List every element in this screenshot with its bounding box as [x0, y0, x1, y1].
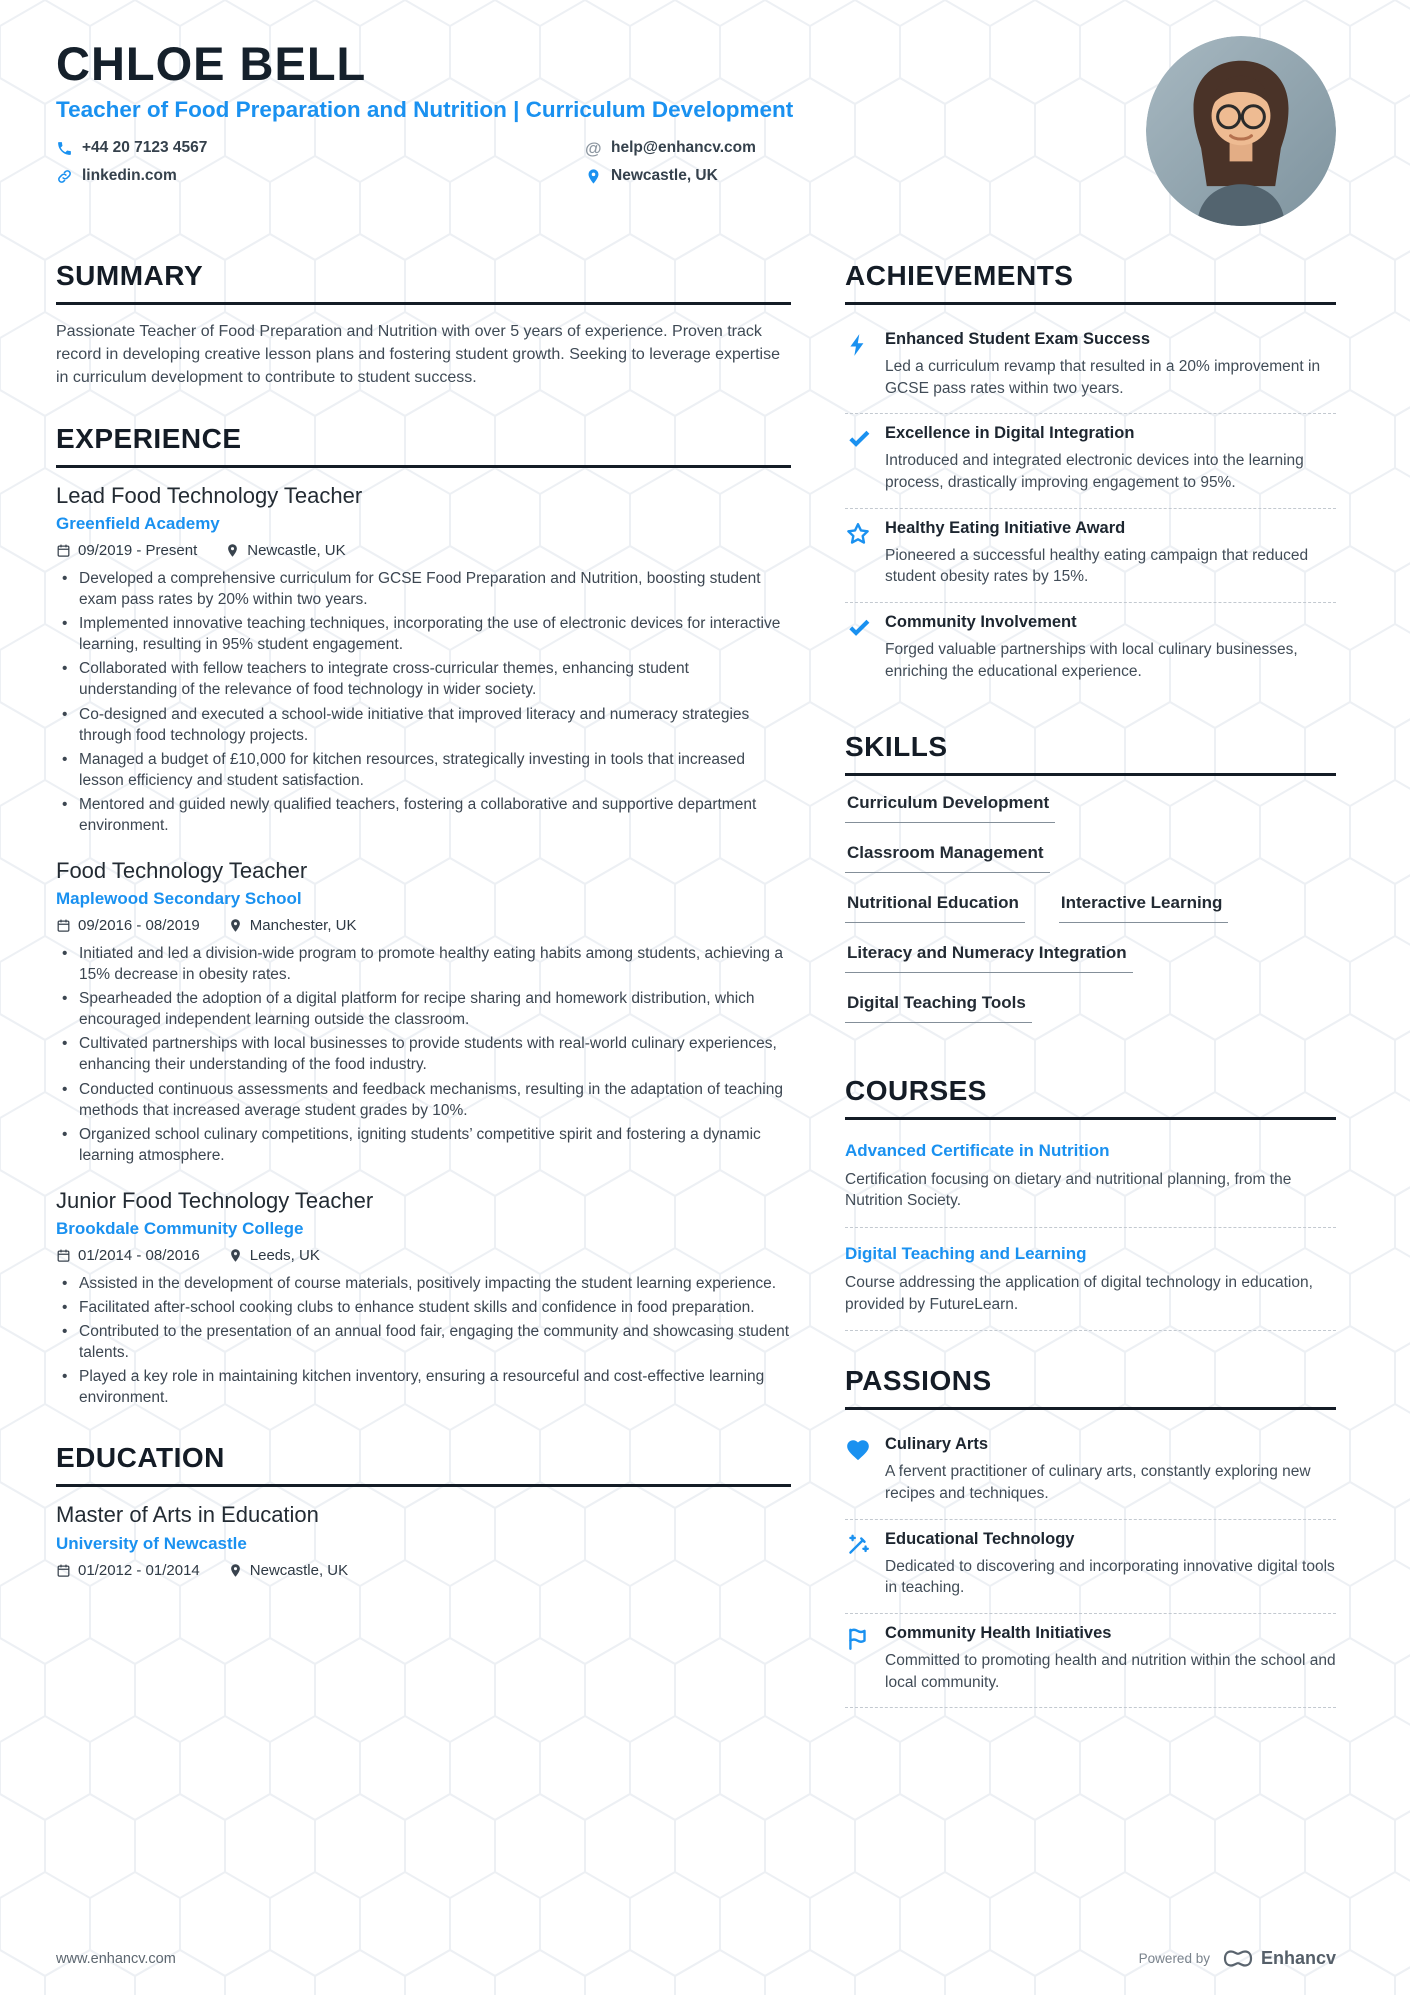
achievement-body	[885, 519, 1336, 588]
achievements-section	[845, 260, 1336, 697]
achievement-text: Introduced and integrated electronic devices into the learning process, drastically improving engagement to 95%.	[885, 452, 1304, 492]
achievement-item	[845, 320, 1336, 414]
course-title: Advanced Certificate in Nutrition	[845, 1140, 1110, 1160]
passion-title: Community Health Initiatives	[885, 1624, 1112, 1642]
job-location	[225, 542, 345, 559]
job-location-text: Newcastle, UK	[247, 542, 346, 560]
achievement-body	[885, 424, 1336, 493]
course-text: Certification focusing on dietary and nutritional planning, from the Nutrition Society.	[845, 1170, 1292, 1210]
enhancv-logo[interactable]	[1222, 1948, 1336, 1969]
location-pin-icon	[228, 1563, 243, 1578]
passion-text: Dedicated to discovering and incorporating innovative digital tools in teaching.	[885, 1557, 1335, 1597]
job-bullet-list	[56, 568, 791, 836]
education-meta	[56, 1562, 791, 1579]
courses-heading: COURSES	[845, 1075, 1336, 1120]
degree-title: Master of Arts in Education	[56, 1502, 319, 1528]
link-icon	[56, 168, 73, 185]
job-dates	[56, 542, 197, 559]
heart-icon	[845, 1435, 872, 1504]
experience-entry	[56, 483, 791, 836]
job-dates	[56, 1247, 200, 1264]
contact-location-text: Newcastle, UK	[611, 167, 718, 184]
check-icon	[845, 613, 872, 682]
job-location	[228, 917, 357, 934]
powered-by	[1139, 1948, 1336, 1969]
achievement-text: Led a curriculum revamp that resulted in a 20% improvement in GCSE pass rates within two years.	[885, 358, 1321, 397]
experience-bullet: • Facilitated after-school cooking clubs to enhance student skills and confidence in food preparation.	[56, 1297, 791, 1318]
calendar-icon	[56, 1563, 71, 1578]
course-item	[845, 1135, 1336, 1228]
contact-location	[585, 167, 1106, 185]
experience-bullet: • Implemented innovative teaching techniques, incorporating the use of electronic devices for interactive learning, resulting in 95% student engagement.	[56, 613, 791, 655]
company-name: Brookdale Community College	[56, 1218, 304, 1238]
calendar-icon	[56, 543, 71, 558]
courses-section	[845, 1075, 1336, 1332]
contact-linkedin-text: linkedin.com	[82, 167, 177, 184]
passions-heading: PASSIONS	[845, 1365, 1336, 1410]
skill-item: Classroom Management	[845, 841, 1050, 873]
passion-body	[885, 1530, 1336, 1599]
job-title: Lead Food Technology Teacher	[56, 483, 363, 509]
skills-list	[845, 791, 1336, 1041]
education-dates	[56, 1562, 200, 1579]
contact-phone[interactable]	[56, 139, 585, 157]
education-location	[228, 1562, 348, 1579]
skills-section	[845, 731, 1336, 1041]
achievement-item	[845, 509, 1336, 603]
footer	[56, 1948, 1336, 1969]
experience-bullet: • Mentored and guided newly qualified teachers, fostering a collaborative and supportive department environment.	[56, 794, 791, 836]
experience-bullet: • Organized school culinary competitions, igniting students’ competitive spirit and fostering a dynamic learning atmosphere.	[56, 1124, 791, 1166]
passions-section	[845, 1365, 1336, 1708]
main-columns	[56, 260, 1336, 1708]
job-title: Junior Food Technology Teacher	[56, 1187, 374, 1213]
skills-heading: SKILLS	[845, 731, 1336, 776]
wand-sparkles-icon	[845, 1530, 872, 1599]
experience-bullet: • Conducted continuous assessments and feedback mechanisms, resulting in the adaptation of teaching methods that increased average student grades by 10%.	[56, 1079, 791, 1121]
right-column	[845, 260, 1336, 1708]
contact-phone-text: +44 20 7123 4567	[82, 139, 208, 156]
profile-photo	[1146, 36, 1336, 226]
achievement-body	[885, 330, 1336, 399]
course-text: Course addressing the application of digital technology in education, provided by FutureLearn.	[845, 1273, 1313, 1313]
location-pin-icon	[225, 543, 240, 558]
job-dates-text: 09/2019 - Present	[78, 542, 198, 560]
contact-email[interactable]	[585, 139, 1106, 157]
flag-icon	[845, 1624, 872, 1693]
passion-title: Educational Technology	[885, 1529, 1075, 1548]
experience-bullet: • Collaborated with fellow teachers to integrate cross-curricular themes, enhancing student understanding of the relevance of food technology in wider society.	[56, 658, 791, 700]
summary-section	[56, 260, 791, 389]
job-meta	[56, 1247, 791, 1264]
footer-website-link[interactable]: www.enhancv.com	[56, 1950, 176, 1967]
location-pin-icon	[585, 168, 602, 185]
at-icon: @	[585, 138, 602, 158]
education-dates-text: 01/2012 - 01/2014	[78, 1562, 200, 1580]
job-dates-text: 09/2016 - 08/2019	[78, 917, 200, 935]
job-dates-text: 01/2014 - 08/2016	[78, 1246, 200, 1264]
passion-text: A fervent practitioner of culinary arts, constantly exploring new recipes and techniques.	[885, 1463, 1311, 1502]
experience-entry	[56, 858, 791, 1166]
calendar-icon	[56, 918, 71, 933]
contact-linkedin[interactable]	[56, 167, 585, 185]
location-pin-icon	[228, 1248, 243, 1263]
experience-bullet: • Initiated and led a division-wide program to promote healthy eating habits among students, achieving a 15% decrease in obesity rates.	[56, 943, 791, 985]
job-title: Food Technology Teacher	[56, 858, 308, 884]
job-location-text: Leeds, UK	[249, 1246, 320, 1264]
skill-item: Literacy and Numeracy Integration	[845, 941, 1133, 973]
summary-heading: SUMMARY	[56, 260, 791, 305]
experience-bullet: • Developed a comprehensive curriculum for GCSE Food Preparation and Nutrition, boosting student exam pass rates by 20% within two years.	[56, 568, 791, 610]
experience-entry	[56, 1188, 791, 1408]
achievements-heading: ACHIEVEMENTS	[845, 260, 1336, 305]
person-job-title: Teacher of Food Preparation and Nutrition | Curriculum Development	[56, 97, 794, 122]
education-heading: EDUCATION	[56, 1442, 791, 1487]
job-location	[228, 1247, 320, 1264]
passion-text: Committed to promoting health and nutrition within the school and local community.	[885, 1652, 1336, 1691]
experience-section	[56, 423, 791, 1408]
header	[56, 36, 1336, 232]
enhancv-logo-icon	[1222, 1949, 1254, 1968]
passion-title: Culinary Arts	[885, 1435, 988, 1454]
experience-bullet: • Managed a budget of £10,000 for kitchen resources, strategically investing in tools that increased lesson efficiency and student satisfaction.	[56, 749, 791, 791]
skill-item: Nutritional Education	[845, 891, 1025, 923]
passion-item	[845, 1425, 1336, 1519]
achievement-title: Community Involvement	[885, 613, 1077, 632]
achievement-text: Pioneered a successful healthy eating campaign that reduced student obesity rates by 15%.	[885, 546, 1309, 586]
experience-bullet: • Spearheaded the adoption of a digital platform for recipe sharing and homework distribution, which encouraged independent learning outside the classroom.	[56, 988, 791, 1030]
experience-bullet: • Assisted in the development of course materials, positively impacting the student learning experience.	[56, 1273, 791, 1294]
job-location-text: Manchester, UK	[249, 917, 357, 935]
company-name: Maplewood Secondary School	[56, 889, 302, 909]
course-item	[845, 1238, 1336, 1331]
achievement-body	[885, 613, 1336, 682]
job-bullet-list	[56, 943, 791, 1166]
summary-text: Passionate Teacher of Food Preparation and Nutrition with over 5 years of experience. Proven track record in developing creative lesson plans and fostering student growth. Seeking to leverage expertise in curriculum development to contribute to student success.	[56, 323, 780, 387]
achievement-title: Enhanced Student Exam Success	[885, 330, 1151, 348]
experience-bullet: • Cultivated partnerships with local businesses to provide students with real-world culinary experiences, enhancing their understanding of the food industry.	[56, 1033, 791, 1075]
check-icon	[845, 424, 872, 493]
achievement-title: Healthy Eating Initiative Award	[885, 518, 1126, 537]
company-name: Greenfield Academy	[56, 514, 220, 534]
education-section	[56, 1442, 791, 1579]
location-pin-icon	[228, 918, 243, 933]
job-meta	[56, 542, 791, 559]
achievement-item	[845, 603, 1336, 696]
person-name: CHLOE BELL	[56, 37, 367, 90]
achievement-title: Excellence in Digital Integration	[885, 424, 1135, 443]
skill-item: Curriculum Development	[845, 791, 1055, 823]
achievement-text: Forged valuable partnerships with local culinary businesses, enriching the educational experience.	[885, 641, 1298, 680]
star-icon	[845, 519, 872, 588]
passion-item	[845, 1520, 1336, 1614]
passion-body	[885, 1435, 1336, 1504]
powered-by-label: Powered by	[1138, 1951, 1210, 1966]
contact-email-text: help@enhancv.com	[611, 139, 756, 156]
job-meta	[56, 917, 791, 934]
experience-heading: EXPERIENCE	[56, 423, 791, 468]
passion-item	[845, 1614, 1336, 1708]
passion-body	[885, 1624, 1336, 1693]
course-title: Digital Teaching and Learning	[845, 1243, 1087, 1263]
job-bullet-list	[56, 1273, 791, 1408]
experience-bullet: • Played a key role in maintaining kitchen inventory, ensuring a resourceful and cost-effective learning environment.	[56, 1366, 791, 1408]
skill-item: Interactive Learning	[1059, 891, 1229, 923]
calendar-icon	[56, 1248, 71, 1263]
education-location-text: Newcastle, UK	[249, 1562, 349, 1580]
job-dates	[56, 917, 200, 934]
school-name: University of Newcastle	[56, 1534, 247, 1554]
enhancv-brand-text: Enhancv	[1260, 1948, 1336, 1968]
experience-bullet: • Co-designed and executed a school-wide initiative that improved literacy and numeracy strategies through food technology projects.	[56, 704, 791, 746]
left-column	[56, 260, 791, 1588]
lightning-icon	[845, 330, 872, 399]
contact-list	[56, 139, 1106, 185]
achievement-item	[845, 414, 1336, 508]
phone-icon	[56, 140, 73, 157]
experience-bullet: • Contributed to the presentation of an annual food fair, engaging the community and showcasing student talents.	[56, 1321, 791, 1363]
skill-item: Digital Teaching Tools	[845, 991, 1032, 1023]
